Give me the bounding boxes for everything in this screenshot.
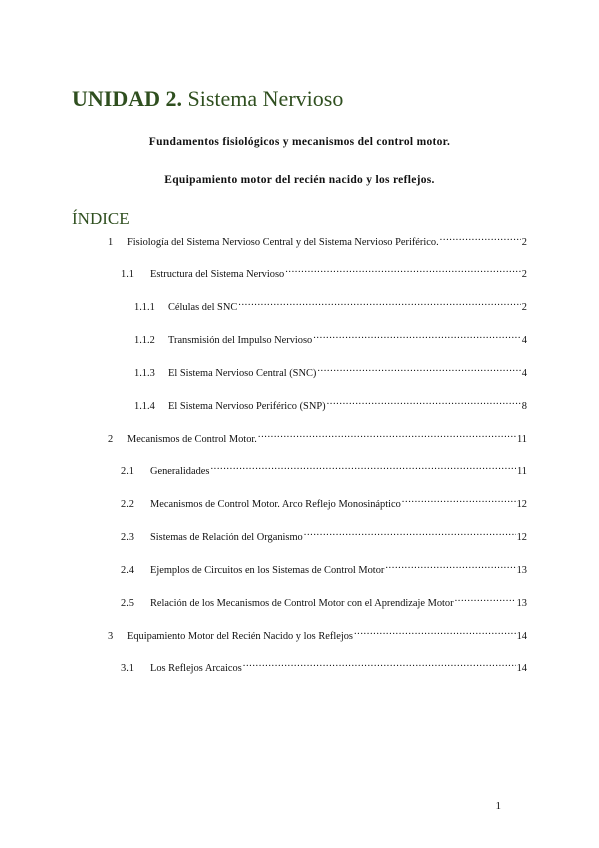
toc-entry[interactable] [121, 561, 527, 576]
toc-leader-dots [455, 594, 516, 606]
unit-title [72, 86, 343, 112]
toc-entry[interactable] [108, 233, 527, 248]
toc-entry[interactable] [134, 397, 527, 412]
subtitle-fundamentos: Fundamentos fisiológicos y mecanismos del control motor. [148, 136, 451, 148]
toc-entry-page: 11 [516, 466, 527, 477]
toc-entry-number: 1.1 [121, 269, 134, 280]
toc-leader-dots [313, 331, 521, 343]
toc-entry[interactable] [121, 659, 527, 674]
toc-entry-number: 1 [108, 237, 114, 248]
toc-entry-number: 2.2 [121, 499, 134, 510]
toc-entry-title: Relación de los Mecanismos de Control Motor con el Aprendizaje Motor [150, 598, 454, 609]
index-heading: ÍNDICE [72, 209, 130, 228]
toc-entry-page: 4 [521, 368, 527, 379]
toc-leader-dots [402, 495, 516, 507]
subtitle-equipamiento: Equipamiento motor del recién nacido y los reflejos. [164, 174, 435, 186]
toc-leader-dots [238, 298, 521, 310]
toc-entry-title: Equipamiento Motor del Recién Nacido y los Reflejos [127, 631, 353, 642]
toc-entry-number: 2.4 [121, 565, 134, 576]
toc-leader-dots [304, 528, 516, 540]
toc-leader-dots [243, 659, 516, 671]
toc-leader-dots [258, 430, 516, 442]
toc-entry-page: 4 [521, 335, 527, 346]
toc-entry-title: El Sistema Nervioso Central (SNC) [168, 368, 317, 379]
toc-entry[interactable] [108, 627, 527, 642]
toc-entry-number: 3.1 [121, 663, 134, 674]
toc-entry-page: 14 [516, 663, 527, 674]
toc-entry-number: 2.5 [121, 598, 134, 609]
toc-entry-title: Células del SNC [168, 302, 238, 313]
toc-entry-number: 2 [108, 434, 114, 445]
toc-entry-title: Sistemas de Relación del Organismo [150, 532, 303, 543]
toc-entry-page: 2 [521, 302, 527, 313]
toc-entry[interactable] [121, 528, 527, 543]
toc-entry-title: Ejemplos de Circuitos en los Sistemas de Control Motor [150, 565, 385, 576]
toc-entry-number: 2.1 [121, 466, 134, 477]
toc-entry[interactable] [134, 364, 527, 379]
page-number: 1 [495, 800, 501, 812]
toc-entry-page: 12 [516, 499, 527, 510]
toc-entry-number: 1.1.2 [134, 335, 155, 346]
toc-leader-dots [385, 561, 515, 573]
toc-entry[interactable] [121, 594, 527, 609]
toc-entry[interactable] [134, 298, 527, 313]
toc-entry[interactable] [134, 331, 527, 346]
toc-leader-dots [327, 397, 521, 409]
toc-entry-page: 12 [516, 532, 527, 543]
toc-entry-number: 3 [108, 631, 114, 642]
toc-entry-title: El Sistema Nervioso Periférico (SNP) [168, 401, 326, 412]
toc-entry-number: 1.1.3 [134, 368, 155, 379]
toc-leader-dots [317, 364, 520, 376]
toc-entry-page: 14 [516, 631, 527, 642]
toc-entry-title: Transmisión del Impulso Nervioso [168, 335, 313, 346]
toc-entry[interactable] [108, 430, 527, 445]
toc-entry-title: Los Reflejos Arcaicos [150, 663, 242, 674]
toc-entry-title: Fisiología del Sistema Nervioso Central y del Sistema Nervioso Periférico. [127, 237, 439, 248]
toc-entry-number: 1.1.4 [134, 401, 155, 412]
toc-entry[interactable] [121, 462, 527, 477]
toc-entry[interactable] [121, 495, 527, 510]
toc-leader-dots [440, 233, 521, 245]
unit-title-name: Sistema Nervioso [182, 86, 344, 111]
toc-entry-title: Mecanismos de Control Motor. Arco Reflejo Monosináptico [150, 499, 401, 510]
toc-entry-page: 8 [521, 401, 527, 412]
unit-title-number: UNIDAD 2. [72, 86, 182, 111]
toc-leader-dots [210, 462, 516, 474]
toc-leader-dots [285, 265, 521, 277]
toc-entry-page: 13 [516, 565, 527, 576]
toc-entry-title: Estructura del Sistema Nervioso [150, 269, 285, 280]
toc-entry-number: 2.3 [121, 532, 134, 543]
toc-entry-page: 13 [516, 598, 527, 609]
toc-entry-page: 2 [521, 237, 527, 248]
toc-entry-page: 11 [516, 434, 527, 445]
toc-entry-page: 2 [521, 269, 527, 280]
toc-entry-title: Mecanismos de Control Motor. [127, 434, 257, 445]
toc-entry[interactable] [121, 265, 527, 280]
toc-leader-dots [354, 627, 516, 639]
toc-entry-title: Generalidades [150, 466, 210, 477]
toc-entry-number: 1.1.1 [134, 302, 155, 313]
